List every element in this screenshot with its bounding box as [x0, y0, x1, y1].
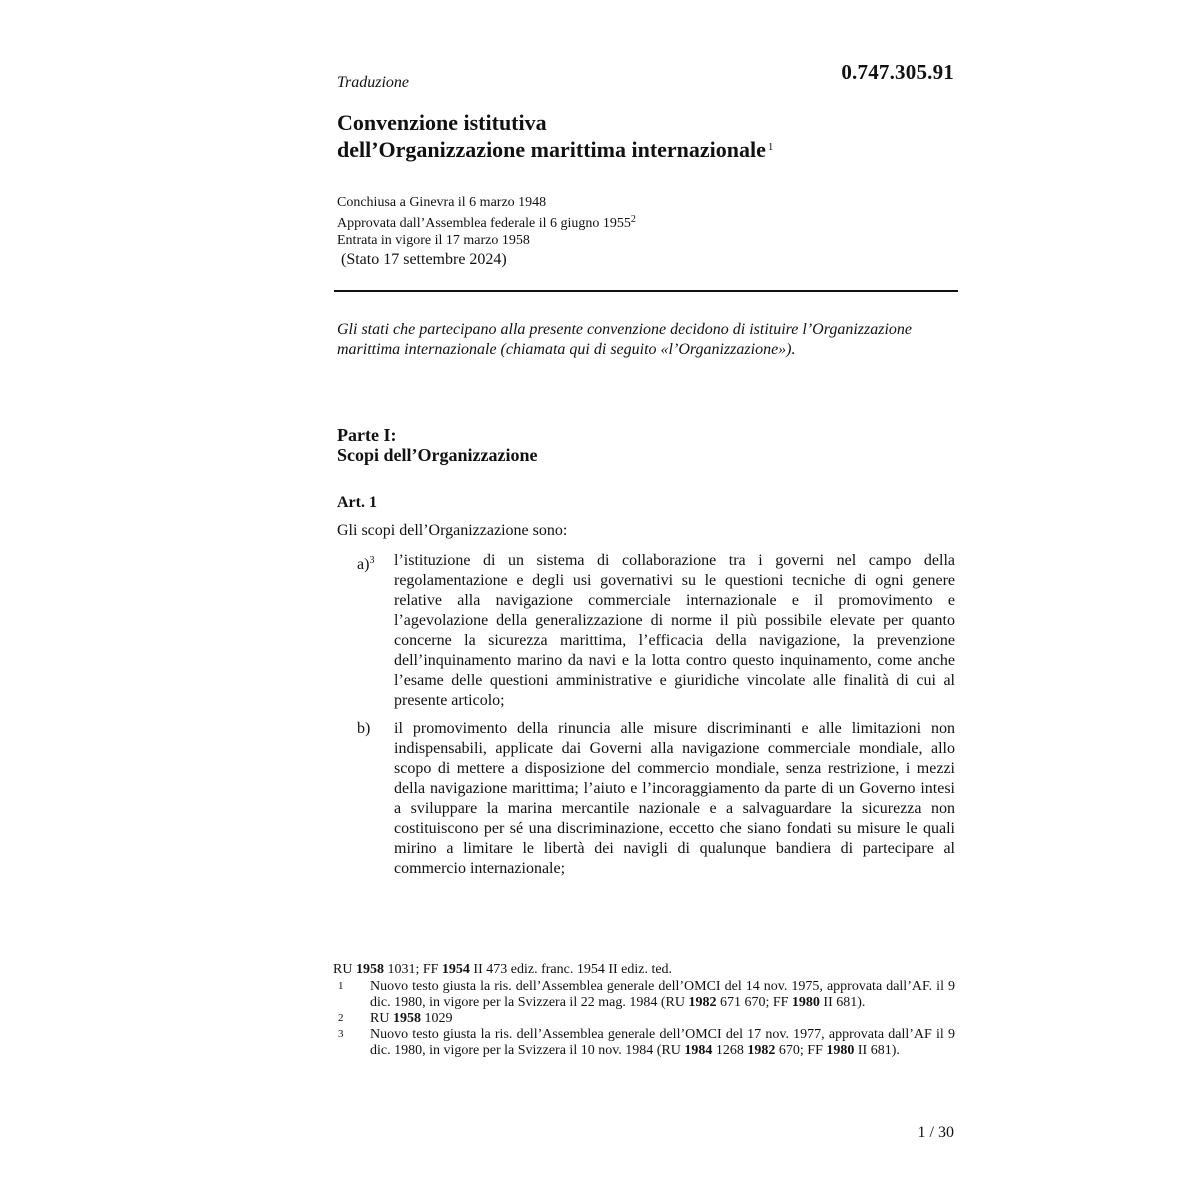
- article-heading: Art. 1: [337, 494, 377, 511]
- footnote-text: 1029: [420, 1011, 453, 1026]
- footnote-number: 3: [338, 1028, 344, 1040]
- part-title: Scopi dell’Organizzazione: [337, 445, 538, 465]
- footnote-bold: 1982: [747, 1043, 776, 1058]
- ref-text: 1031; FF: [383, 962, 442, 977]
- article-item-a: [357, 551, 955, 711]
- footnote-3: [338, 1027, 955, 1059]
- title-line-2: [337, 135, 773, 162]
- item-letter: [357, 551, 374, 575]
- ref-text: II 473 ediz. franc. 1954 II ediz. ted.: [469, 962, 673, 977]
- item-letter-text: a): [357, 556, 370, 573]
- footnotes: [333, 962, 955, 1059]
- footnote-bold: 1980: [826, 1043, 855, 1058]
- footnote-bold: 1980: [791, 995, 820, 1010]
- footnote-2: [338, 1011, 955, 1027]
- title-footnote-ref[interactable]: 1: [767, 141, 774, 153]
- source-reference: [333, 962, 955, 978]
- document-title: [337, 110, 773, 162]
- preamble: Gli stati che partecipano alla presente convenzione decidono di istituire l’Organizzazione marittima internazionale (chiamata qui di seguito «l’Organizzazione»).: [337, 321, 913, 358]
- approved-footnote-ref[interactable]: 2: [630, 214, 636, 225]
- footnote-text: 671 670; FF: [716, 995, 792, 1010]
- article-item-b: [357, 719, 955, 879]
- approved-date-text: Approvata dall’Assemblea federale il 6 giugno 1955: [337, 216, 631, 231]
- document-metadata: [337, 194, 636, 249]
- footnote-text: II 681).: [854, 1043, 900, 1058]
- sr-number: 0.747.305.91: [841, 60, 954, 84]
- footnote-bold: 1958: [392, 1011, 421, 1026]
- ref-bold: 1954: [441, 962, 470, 977]
- ref-text: RU: [333, 962, 356, 977]
- in-force-date: Entrata in vigore il 17 marzo 1958: [337, 233, 530, 248]
- footnote-text: Nuovo testo giusta la ris. dell’Assemblea generale dell’OMCI del 14 nov. 1975, approvata dall’AF. il 9 dic. 1980, in vigore per la Svizzera il 22 mag. 1984 (RU: [370, 979, 955, 1010]
- part-heading: [337, 425, 537, 465]
- status-date: (Stato 17 settembre 2024): [341, 251, 507, 268]
- ref-bold: 1958: [355, 962, 384, 977]
- header-divider: [334, 290, 958, 292]
- footnote-bold: 1982: [688, 995, 717, 1010]
- footnote-number: 2: [338, 1012, 344, 1024]
- part-label: Parte I:: [337, 425, 397, 445]
- footnote-1: [338, 979, 955, 1011]
- translation-label: Traduzione: [337, 74, 410, 91]
- item-text: l’istituzione di un sistema di collaborazione tra i governi nel campo della regolamentazione e degli usi governativi su le questioni tecniche di ogni genere relative alla navigazione commerciale internazionale e il promovimento e l’agevolazione della generalizzazione di norme il più possibile elevate per quanto concerne la sicurezza marittima, l’efficacia della navigazione, la prevenzione dell’inquinamento marino da navi e la lotta contro questo inquinamento, come anche l’esame delle questioni amministrative e giuridiche vincolate alle finalità di cui al presente articolo;: [394, 552, 955, 709]
- footnote-text: Nuovo testo giusta la ris. dell’Assemblea generale dell’OMCI del 17 nov. 1977, approvata dall’AF il 9 dic. 1980, in vigore per la Svizzera il 10 nov. 1984 (RU: [370, 1027, 955, 1058]
- footnote-number: 1: [338, 980, 344, 992]
- concluded-date: Conchiusa a Ginevra il 6 marzo 1948: [337, 195, 547, 210]
- item-letter: b): [357, 720, 371, 737]
- approved-date: [337, 211, 636, 232]
- item-text: il promovimento della rinuncia alle misure discriminanti e alle limitazioni non indispensabili, applicate dai Governi alla navigazione commerciale mondiale, allo scopo di mettere a disposizione del commercio mondiale, senza restrizione, i mezzi della navigazione marittima; l’aiuto e l’incoraggiamento da parte di un Governo intesi a sviluppare la marina mercantile nazionale e a salvaguardare la sicurezza non costituiscono per sé una discriminazione, eccetto che siano fondati su misure le quali mirino a limitare le libertà dei navigli di qualunque bandiera di partecipare al commercio internazionale;: [394, 720, 955, 877]
- title-line-1: Convenzione istitutiva: [337, 110, 547, 135]
- article-intro: Gli scopi dell’Organizzazione sono:: [337, 522, 568, 539]
- footnote-bold: 1984: [684, 1043, 713, 1058]
- footnote-text: 1268: [712, 1043, 748, 1058]
- title-line-2-text: dell’Organizzazione marittima internazionale: [337, 137, 766, 162]
- footnote-text: 670; FF: [775, 1043, 827, 1058]
- page-number: 1 / 30: [917, 1124, 954, 1141]
- footnote-text: RU: [370, 1011, 393, 1026]
- footnote-text: II 681).: [819, 995, 866, 1010]
- item-footnote-ref[interactable]: 3: [369, 555, 375, 566]
